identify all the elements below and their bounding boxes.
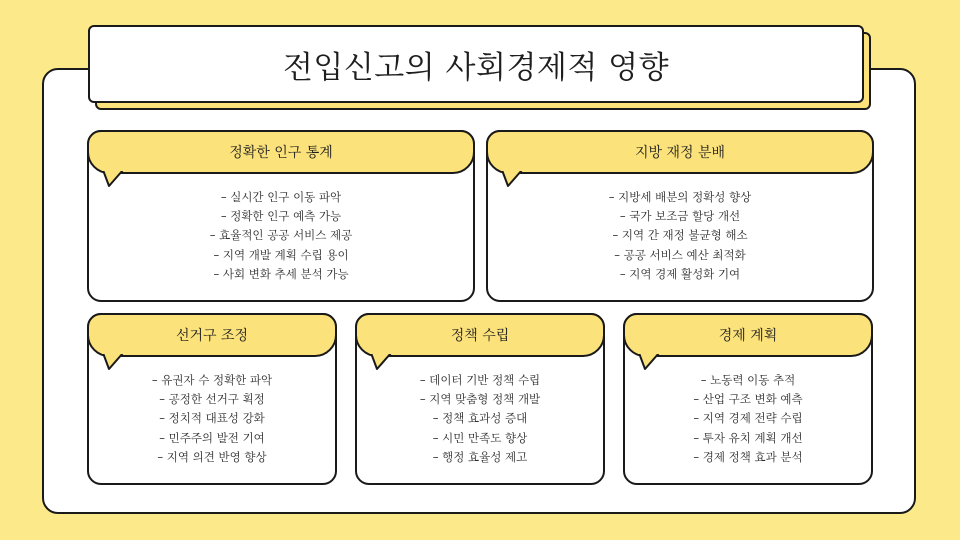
card-list	[89, 371, 335, 467]
card-list	[89, 188, 473, 284]
list-item: – 정치적 대표성 강화	[159, 411, 265, 426]
list-item: – 지역 개발 계획 수립 용이	[213, 247, 349, 262]
card-heading-bubble	[87, 130, 475, 174]
card-heading: 선거구 조정	[175, 328, 249, 344]
speech-tail-icon	[502, 170, 522, 186]
speech-tail-icon	[639, 353, 659, 369]
list-item: – 지역 간 재정 불균형 해소	[612, 228, 748, 243]
speech-tail-icon	[371, 353, 391, 369]
card-heading-bubble	[355, 313, 605, 357]
list-item: – 정책 효과성 증대	[432, 411, 528, 426]
card-heading: 정책 수립	[450, 328, 510, 344]
list-item: – 시민 만족도 향상	[432, 430, 528, 445]
card-heading-bubble	[87, 313, 337, 357]
list-item: – 투자 유치 계획 개선	[693, 430, 803, 445]
list-item: – 경제 정책 효과 분석	[693, 449, 803, 464]
speech-tail-icon	[103, 170, 123, 186]
list-item: – 민주주의 발전 기여	[159, 430, 265, 445]
card-list	[357, 371, 603, 467]
list-item: – 지역 의견 반영 향상	[157, 449, 267, 464]
speech-tail-icon	[103, 353, 123, 369]
title-box	[88, 25, 864, 103]
list-item: – 노동력 이동 추적	[700, 373, 796, 387]
list-item: – 유권자 수 정확한 파악	[151, 373, 273, 387]
card-heading: 지방 재정 분배	[634, 145, 726, 161]
card-local-finance	[486, 130, 874, 302]
list-item: – 데이터 기반 정책 수립	[419, 373, 541, 387]
list-item: – 지방세 배분의 정확성 향상	[608, 190, 752, 204]
list-item: – 실시간 인구 이동 파악	[220, 190, 342, 204]
card-constituency-adjustment	[87, 313, 337, 485]
list-item: – 지역 경제 활성화 기여	[619, 266, 741, 281]
card-list	[625, 371, 871, 467]
page-title: 전입신고의 사회경제적 영향	[282, 49, 670, 86]
list-item: – 산업 구조 변화 예측	[693, 392, 803, 407]
card-heading-bubble	[486, 130, 874, 174]
card-heading-bubble	[623, 313, 873, 357]
card-policy-making	[355, 313, 605, 485]
card-population-statistics	[87, 130, 475, 302]
list-item: – 정확한 인구 예측 가능	[220, 209, 342, 224]
list-item: – 사회 변화 추세 분석 가능	[213, 266, 349, 281]
list-item: – 국가 보조금 할당 개선	[619, 209, 741, 224]
card-heading: 경제 계획	[718, 328, 778, 344]
card-heading: 정확한 인구 통계	[229, 145, 333, 161]
list-item: – 지역 맞춤형 정책 개발	[419, 392, 541, 407]
list-item: – 공공 서비스 예산 최적화	[614, 247, 746, 262]
list-item: – 행정 효율성 제고	[432, 449, 528, 464]
list-item: – 효율적인 공공 서비스 제공	[209, 228, 353, 243]
card-economic-planning	[623, 313, 873, 485]
card-list	[488, 188, 872, 284]
list-item: – 지역 경제 전략 수립	[693, 411, 803, 426]
list-item: – 공정한 선거구 획정	[159, 392, 265, 407]
